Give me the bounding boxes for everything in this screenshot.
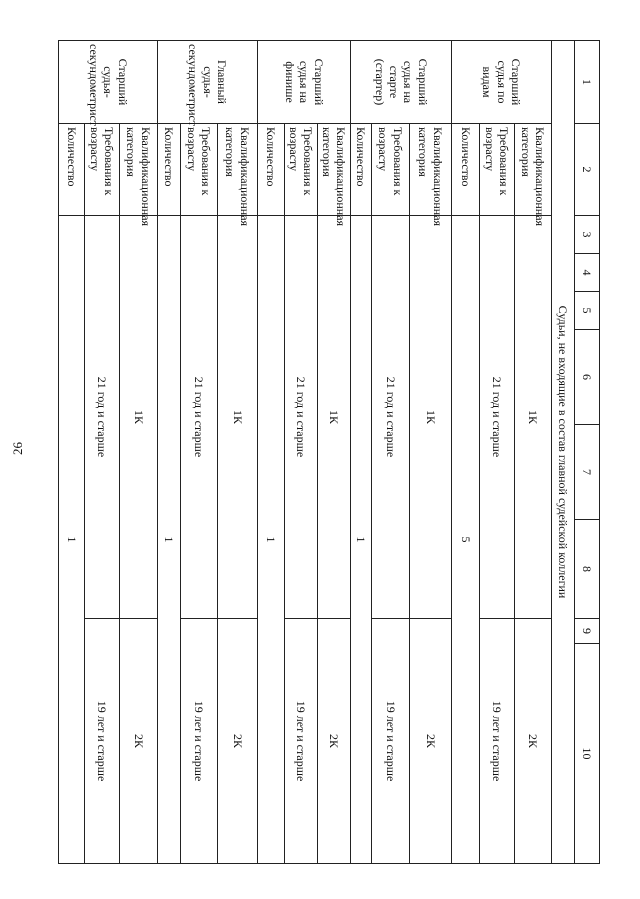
table-row	[452, 41, 480, 864]
age-label: Требования к возрасту	[285, 124, 318, 216]
column-number: 2	[575, 124, 600, 216]
table-row	[258, 41, 285, 864]
qualification-label: Квалификационная категория	[515, 124, 552, 216]
age-value-junior: 19 лет и старше	[181, 619, 218, 864]
qualification-label: Квалификационная категория	[218, 124, 258, 216]
table-row	[480, 41, 515, 864]
qualification-label: Квалификационная категория	[120, 124, 158, 216]
age-value: 21 год и старше	[181, 216, 218, 619]
age-value-junior: 19 лет и старше	[85, 619, 120, 864]
table-row	[120, 41, 158, 864]
age-value-junior: 19 лет и старше	[480, 619, 515, 864]
age-value-junior: 19 лет и старше	[372, 619, 410, 864]
section-title: Судьи, не входящие в состав главной судейской коллегии	[552, 41, 575, 864]
age-value: 21 год и старше	[372, 216, 410, 619]
count-label: Количество	[59, 124, 85, 216]
qualification-value-junior: 2К	[218, 619, 258, 864]
table-row	[218, 41, 258, 864]
column-number: 8	[575, 520, 600, 619]
column-number-row	[575, 41, 600, 864]
position-name: Старший судья по видам	[452, 41, 552, 124]
qualification-value-junior: 2К	[120, 619, 158, 864]
column-number: 1	[575, 41, 600, 124]
table-row	[410, 41, 452, 864]
column-number: 10	[575, 644, 600, 864]
count-value: 1	[59, 216, 85, 864]
qualification-label: Квалификационная категория	[410, 124, 452, 216]
age-label: Требования к возрасту	[181, 124, 218, 216]
column-number: 7	[575, 425, 600, 520]
age-value: 21 год и старше	[480, 216, 515, 619]
page-number: 26	[10, 442, 25, 455]
qualification-value: 1К	[410, 216, 452, 619]
age-label: Требования к возрасту	[480, 124, 515, 216]
count-value: 5	[452, 216, 480, 864]
position-name: Старший судья-секундометрист	[59, 41, 158, 124]
age-value: 21 год и старше	[285, 216, 318, 619]
position-name: Старший судья на старте (стартер)	[351, 41, 452, 124]
table-row	[318, 41, 351, 864]
count-value: 1	[158, 216, 181, 864]
age-label: Требования к возрасту	[85, 124, 120, 216]
qualification-value-junior: 2К	[515, 619, 552, 864]
age-value-junior: 19 лет и старше	[285, 619, 318, 864]
rotated-table-page	[65, 40, 600, 863]
table-row	[85, 41, 120, 864]
referee-requirements-table	[58, 40, 600, 864]
table-row	[181, 41, 218, 864]
qualification-label: Квалификационная категория	[318, 124, 351, 216]
qualification-value: 1К	[318, 216, 351, 619]
table-row	[285, 41, 318, 864]
qualification-value-junior: 2К	[410, 619, 452, 864]
column-number: 5	[575, 292, 600, 330]
section-row	[552, 41, 575, 864]
qualification-value: 1К	[218, 216, 258, 619]
count-label: Количество	[452, 124, 480, 216]
table-row	[59, 41, 85, 864]
age-value: 21 год и старше	[85, 216, 120, 619]
count-label: Количество	[258, 124, 285, 216]
column-number: 4	[575, 254, 600, 292]
count-value: 1	[258, 216, 285, 864]
table-row	[158, 41, 181, 864]
table-row	[351, 41, 372, 864]
table-row	[515, 41, 552, 864]
count-label: Количество	[158, 124, 181, 216]
qualification-value-junior: 2К	[318, 619, 351, 864]
column-number: 9	[575, 619, 600, 644]
age-label: Требования к возрасту	[372, 124, 410, 216]
column-number: 6	[575, 330, 600, 425]
position-name: Старший судья на финише	[258, 41, 351, 124]
count-label: Количество	[351, 124, 372, 216]
column-number: 3	[575, 216, 600, 254]
position-name: Главный судья-секундометрист	[158, 41, 258, 124]
count-value: 1	[351, 216, 372, 864]
table-row	[372, 41, 410, 864]
qualification-value: 1К	[515, 216, 552, 619]
qualification-value: 1К	[120, 216, 158, 619]
